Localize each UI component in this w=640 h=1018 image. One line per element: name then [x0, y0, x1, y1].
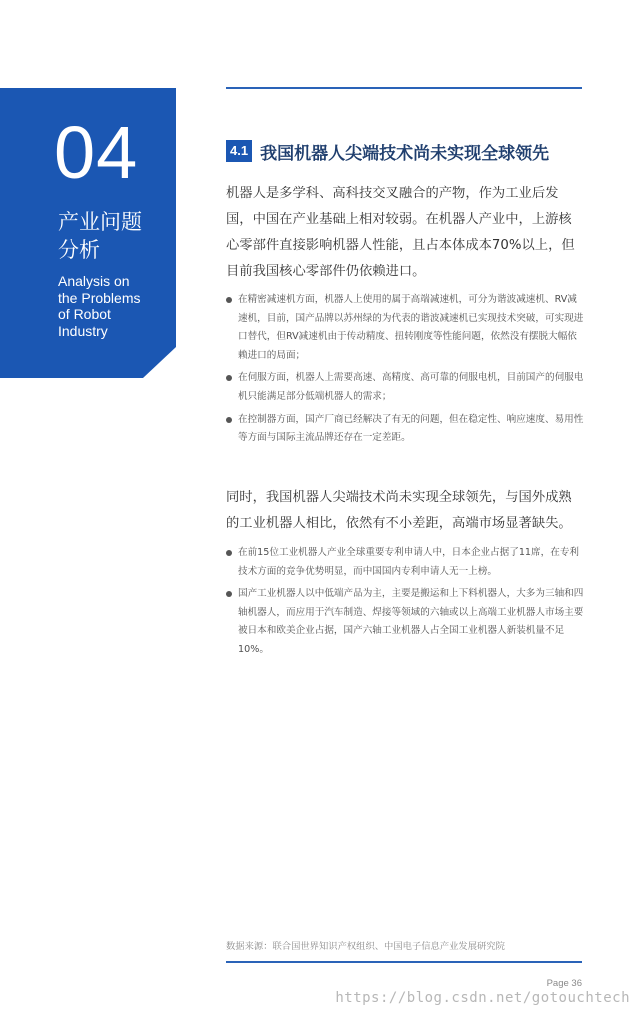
- bullet-dot-icon: [226, 417, 232, 423]
- data-source-note: 数据来源：联合国世界知识产权组织、中国电子信息产业发展研究院: [226, 941, 505, 952]
- list-item: [226, 544, 584, 581]
- list-item-text: 国产工业机器人以中低端产品为主，主要是搬运和上下料机器人，大多为三轴和四轴机器人，而应用于汽车制造、焊接等领域的六轴或以上高端工业机器人市场主要被日本和欧美企业占据，国产六轴工业机器人占全国工业机器人新装机量不足10%。: [238, 588, 584, 655]
- list-item-text: 在伺服方面，机器人上需要高速、高精度、高可靠的伺服电机，目前国产的伺服电机只能满足部分低端机器人的需求；: [238, 372, 584, 402]
- bottom-rule: [226, 961, 582, 963]
- chapter-title-en: Analysis on the Problems of Robot Industry: [58, 273, 141, 339]
- top-rule: [226, 87, 582, 89]
- section-title: 我国机器人尖端技术尚未实现全球领先: [260, 143, 550, 164]
- list-item: [226, 369, 584, 406]
- chapter-corner-notch: [143, 347, 176, 378]
- bullet-dot-icon: [226, 591, 232, 597]
- second-paragraph: 同时，我国机器人尖端技术尚未实现全球领先，与国外成熟的工业机器人相比，依然有不小差距，高端市场显著缺失。: [226, 490, 572, 531]
- page-number: Page 36: [546, 978, 582, 989]
- bullet-dot-icon: [226, 297, 232, 303]
- chapter-number: 04: [54, 111, 139, 194]
- bullet-list-market: [226, 544, 584, 664]
- bullet-dot-icon: [226, 550, 232, 556]
- section-heading: [226, 138, 549, 164]
- list-item-text: 在控制器方面，国产厂商已经解决了有无的问题，但在稳定性、响应速度、易用性等方面与国际主流品牌还存在一定差距。: [238, 413, 584, 444]
- list-item: [226, 411, 584, 448]
- bullet-list-components: [226, 291, 584, 452]
- chapter-title-cn: 产业问题 分析: [58, 210, 142, 262]
- list-item: [226, 585, 584, 659]
- section-number-badge: 4.1: [226, 140, 252, 162]
- list-item-text: 在精密减速机方面，机器人上使用的属于高端减速机，可分为谐波减速机、RV减速机，目前，国产品牌以苏州绿的为代表的谐波减速机已实现技术突破，可实现进口替代，但RV减速机由于传动精度、扭转刚度等性能问题，依然没有摆脱大幅依赖进口的局面；: [238, 294, 584, 361]
- watermark-url: https://blog.csdn.net/gotouchtech: [335, 990, 630, 1006]
- list-item-text: 在前15位工业机器人产业全球重要专利申请人中，日本企业占据了11席，在专利技术方面的竞争优势明显，而中国国内专利申请人无一上榜。: [238, 547, 580, 577]
- list-item: [226, 291, 584, 365]
- intro-paragraph: 机器人是多学科、高科技交叉融合的产物，作为工业后发国，中国在产业基础上相对较弱。在机器人产业中，上游核心零部件直接影响机器人性能，且占本体成本70%以上，但目前我国核心零部件仍依赖进口。: [226, 186, 575, 279]
- bullet-dot-icon: [226, 375, 232, 381]
